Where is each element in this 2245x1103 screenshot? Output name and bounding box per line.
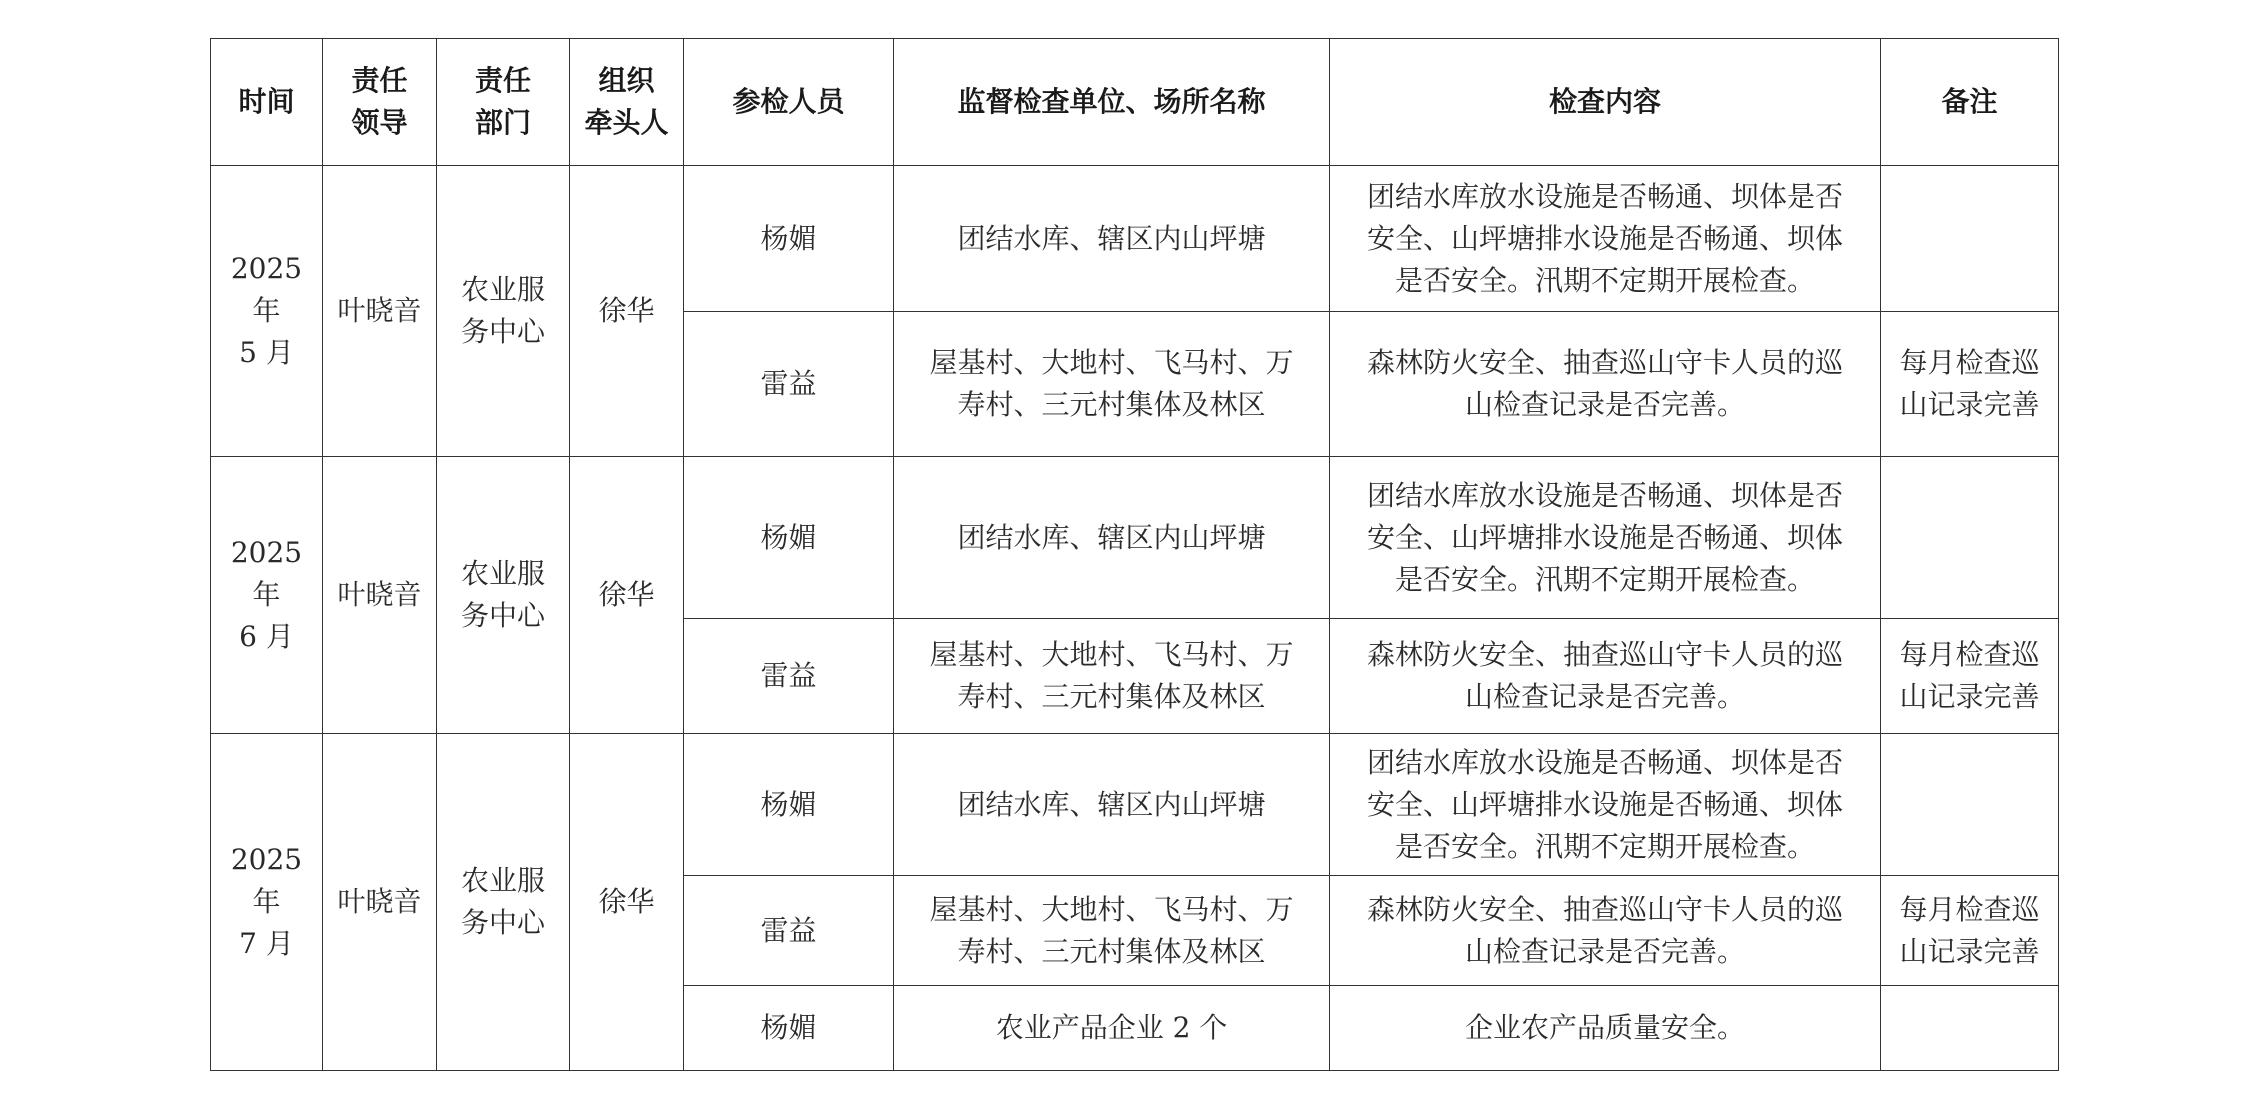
cell-person [684,619,894,734]
header-person [684,39,894,166]
cell-place [894,734,1330,876]
person-name: 杨媚 [760,787,817,821]
place-line: 团结水库、辖区内山坪塘 [957,787,1266,821]
table-row [211,734,2059,876]
content-line: 森林防火安全、抽查巡山守卡人员的巡 [1366,892,1843,926]
note-line: 每月检查巡 [1899,638,2040,671]
person-name: 雷益 [760,913,817,947]
place-line: 农业产品企业 2 个 [995,1011,1228,1044]
cell-leader [323,457,437,734]
inspection-plan-table [210,38,2059,1071]
header-person-l0: 参检人员 [732,85,845,118]
cell-note [1881,457,2059,619]
header-lead-l1: 牵头人 [584,106,669,139]
dept-line: 农业服 [460,557,545,590]
place-line: 寿村、三元村集体及林区 [957,934,1266,968]
content-line: 山检查记录是否完善。 [1464,934,1745,968]
cell-note [1881,166,2059,312]
time-line: 5 月 [239,336,294,369]
person-name: 杨媚 [760,221,817,255]
time-line: 6 月 [239,620,294,653]
content-line: 是否安全。汛期不定期开展检查。 [1394,829,1815,863]
content-line: 团结水库放水设施是否畅通、坝体是否 [1366,179,1843,213]
cell-place [894,986,1330,1071]
time-line: 2025 年 [230,843,303,918]
content-line: 是否安全。汛期不定期开展检查。 [1394,263,1815,297]
cell-note [1881,619,2059,734]
cell-dept [437,166,570,457]
note-line: 每月检查巡 [1899,346,2040,379]
place-line: 团结水库、辖区内山坪塘 [957,520,1266,554]
dept-line: 农业服 [460,864,545,897]
cell-content [1330,619,1881,734]
cell-content [1330,876,1881,986]
cell-leader [323,166,437,457]
cell-note [1881,734,2059,876]
content-line: 安全、山坪塘排水设施是否畅通、坝体 [1366,520,1843,554]
cell-content [1330,734,1881,876]
cell-person [684,876,894,986]
header-leader-l1: 领导 [351,106,408,139]
content-line: 森林防火安全、抽查巡山守卡人员的巡 [1366,638,1843,671]
note-line: 山记录完善 [1899,680,2040,713]
cell-place [894,312,1330,457]
cell-person [684,734,894,876]
cell-note [1881,876,2059,986]
cell-person [684,312,894,457]
cell-place [894,876,1330,986]
table-body [211,166,2059,1071]
cell-lead [570,166,684,457]
cell-leader [323,734,437,1071]
cell-content [1330,312,1881,457]
place-line: 寿村、三元村集体及林区 [957,388,1266,421]
cell-place [894,457,1330,619]
header-leader [323,39,437,166]
leader-name: 叶晓音 [337,294,422,327]
cell-time [211,734,323,1071]
leader-name: 叶晓音 [337,885,422,918]
header-content-l0: 检查内容 [1548,85,1661,118]
dept-line: 务中心 [460,906,545,939]
leader-name: 叶晓音 [337,578,422,611]
content-line: 是否安全。汛期不定期开展检查。 [1394,562,1815,596]
content-line: 团结水库放水设施是否畅通、坝体是否 [1366,478,1843,512]
cell-note [1881,986,2059,1071]
cell-place [894,619,1330,734]
cell-person [684,457,894,619]
table-row [211,457,2059,619]
header-lead-l0: 组织 [598,64,655,97]
person-name: 雷益 [760,659,817,692]
time-line: 2025 年 [230,536,303,611]
content-line: 山检查记录是否完善。 [1464,680,1745,713]
person-name: 杨媚 [760,520,817,554]
table-row [211,166,2059,312]
cell-lead [570,457,684,734]
cell-time [211,166,323,457]
header-time [211,39,323,166]
header-row [211,39,2059,166]
lead-name: 徐华 [598,885,655,918]
cell-person [684,986,894,1071]
header-content [1330,39,1881,166]
cell-lead [570,734,684,1071]
dept-line: 务中心 [460,315,545,348]
content-line: 森林防火安全、抽查巡山守卡人员的巡 [1366,346,1843,379]
dept-line: 农业服 [460,273,545,306]
header-dept [437,39,570,166]
header-dept-l1: 部门 [474,106,531,139]
dept-line: 务中心 [460,599,545,632]
note-line: 每月检查巡 [1899,892,2040,926]
person-name: 杨媚 [760,1011,817,1044]
cell-content [1330,166,1881,312]
content-line: 企业农产品质量安全。 [1464,1011,1745,1044]
note-line: 山记录完善 [1899,934,2040,968]
content-line: 安全、山坪塘排水设施是否畅通、坝体 [1366,221,1843,255]
cell-content [1330,457,1881,619]
note-line: 山记录完善 [1899,388,2040,421]
header-lead [570,39,684,166]
cell-dept [437,457,570,734]
header-leader-l0: 责任 [351,64,408,97]
header-time-l0: 时间 [238,85,295,118]
place-line: 屋基村、大地村、飞马村、万 [929,892,1294,926]
content-line: 团结水库放水设施是否畅通、坝体是否 [1366,745,1843,779]
cell-time [211,457,323,734]
place-line: 团结水库、辖区内山坪塘 [957,221,1266,255]
place-line: 寿村、三元村集体及林区 [957,680,1266,713]
header-dept-l0: 责任 [474,64,531,97]
content-line: 安全、山坪塘排水设施是否畅通、坝体 [1366,787,1843,821]
place-line: 屋基村、大地村、飞马村、万 [929,638,1294,671]
time-line: 7 月 [239,927,294,960]
header-note-l0: 备注 [1941,85,1998,118]
cell-place [894,166,1330,312]
person-name: 雷益 [760,367,817,400]
header-place-l0: 监督检查单位、场所名称 [957,85,1266,118]
cell-person [684,166,894,312]
cell-note [1881,312,2059,457]
time-line: 2025 年 [230,252,303,327]
cell-dept [437,734,570,1071]
place-line: 屋基村、大地村、飞马村、万 [929,346,1294,379]
header-place [894,39,1330,166]
header-note [1881,39,2059,166]
content-line: 山检查记录是否完善。 [1464,388,1745,421]
lead-name: 徐华 [598,578,655,611]
lead-name: 徐华 [598,294,655,327]
cell-content [1330,986,1881,1071]
